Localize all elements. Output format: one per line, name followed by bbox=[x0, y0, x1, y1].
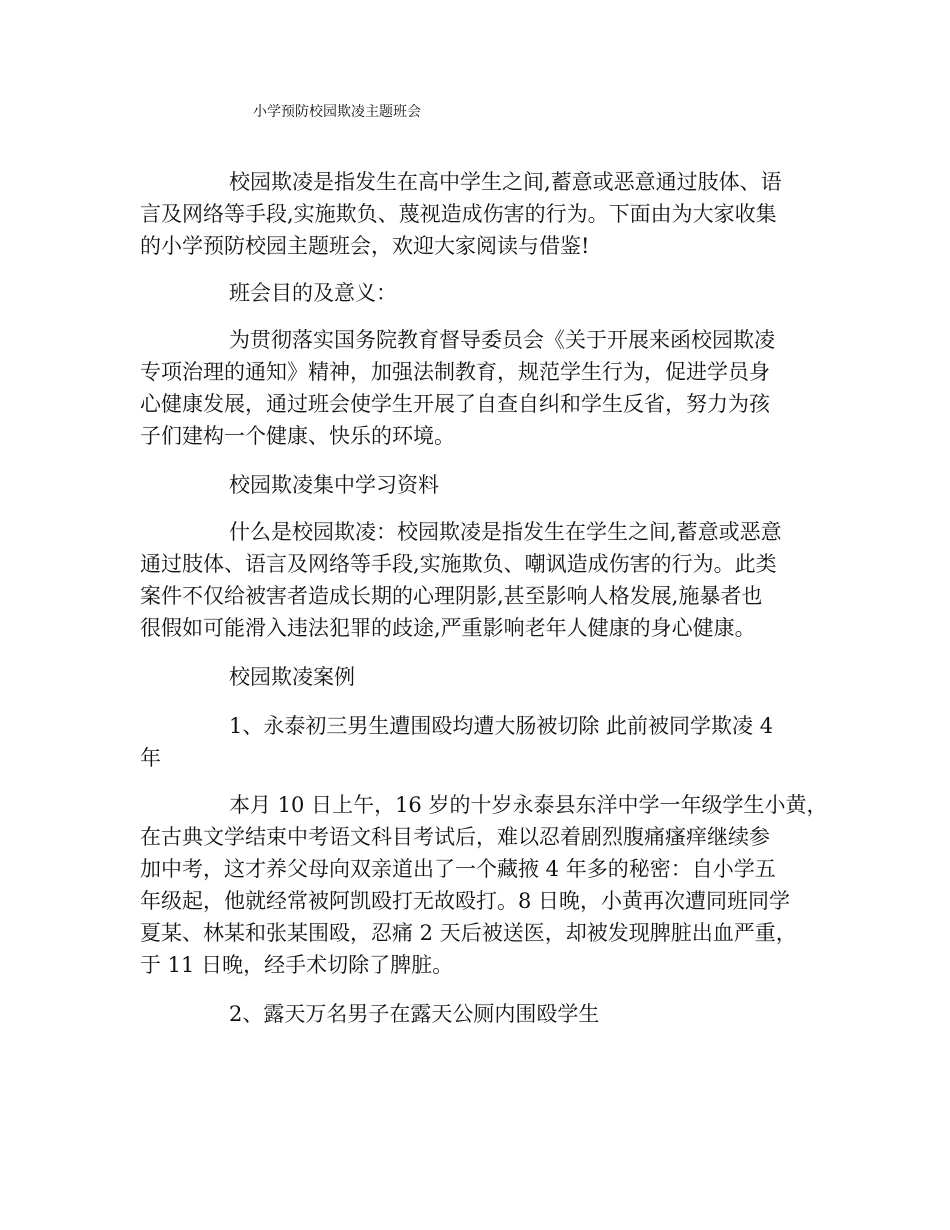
text-line: 校园欺凌集中学习资料 bbox=[229, 473, 439, 497]
text-line: 案件不仅给被害者造成长期的心理阴影,甚至影响人格发展,施暴者也 bbox=[140, 584, 763, 608]
text-line: 年 bbox=[140, 746, 161, 770]
text-line: 为贯彻落实国务院教育督导委员会《关于开展来函校园欺凌 bbox=[229, 328, 775, 352]
text-line: 的小学预防校园主题班会，欢迎大家阅读与借鉴! bbox=[140, 234, 590, 258]
document-title: 小学预防校园欺凌主题班会 bbox=[253, 104, 421, 120]
text-line: 年级起，他就经常被阿凯殴打无故殴打。8 日晚，小黄再次遭同班同学 bbox=[140, 889, 791, 913]
text-line: 专项治理的通知》精神，加强法制教育，规范学生行为，促进学员身 bbox=[140, 360, 770, 384]
text-line: 校园欺凌是指发生在高中学生之间,蓄意或恶意通过肢体、语 bbox=[229, 170, 782, 194]
text-line: 校园欺凌案例 bbox=[229, 665, 355, 689]
text-line: 本月 10 日上午，16 岁的十岁永泰县东洋中学一年级学生小黄， bbox=[229, 793, 828, 817]
text-line: 加中考，这才养父母向双亲道出了一个藏掖 4 年多的秘密：自小学五 bbox=[140, 857, 776, 881]
text-line: 子们建构一个健康、快乐的环境。 bbox=[140, 424, 455, 448]
text-line: 班会目的及意义： bbox=[229, 281, 397, 305]
text-line: 很假如可能滑入违法犯罪的歧途,严重影响老年人健康的身心健康。 bbox=[140, 616, 756, 640]
text-line: 什么是校园欺凌：校园欺凌是指发生在学生之间,蓄意或恶意 bbox=[229, 520, 782, 544]
text-line: 在古典文学结束中考语文科目考试后，难以忍着剧烈腹痛瘙痒继续参 bbox=[140, 825, 770, 849]
text-line: 通过肢体、语言及网络等手段,实施欺负、嘲讽造成伤害的行为。此类 bbox=[140, 552, 777, 576]
text-line: 夏某、林某和张某围殴，忍痛 2 天后被送医，却被发现脾脏出血严重， bbox=[140, 921, 797, 945]
text-line: 1、永泰初三男生遭围殴均遭大肠被切除 此前被同学欺凌 4 bbox=[229, 714, 774, 738]
text-line: 2、露天万名男子在露天公厕内围殴学生 bbox=[229, 1002, 600, 1026]
text-line: 于 11 日晚，经手术切除了脾脏。 bbox=[140, 953, 454, 977]
text-line: 言及网络等手段,实施欺负、蔑视造成伤害的行为。下面由为大家收集 bbox=[140, 202, 777, 226]
text-line: 心健康发展，通过班会使学生开展了自查自纠和学生反省，努力为孩 bbox=[140, 392, 770, 416]
